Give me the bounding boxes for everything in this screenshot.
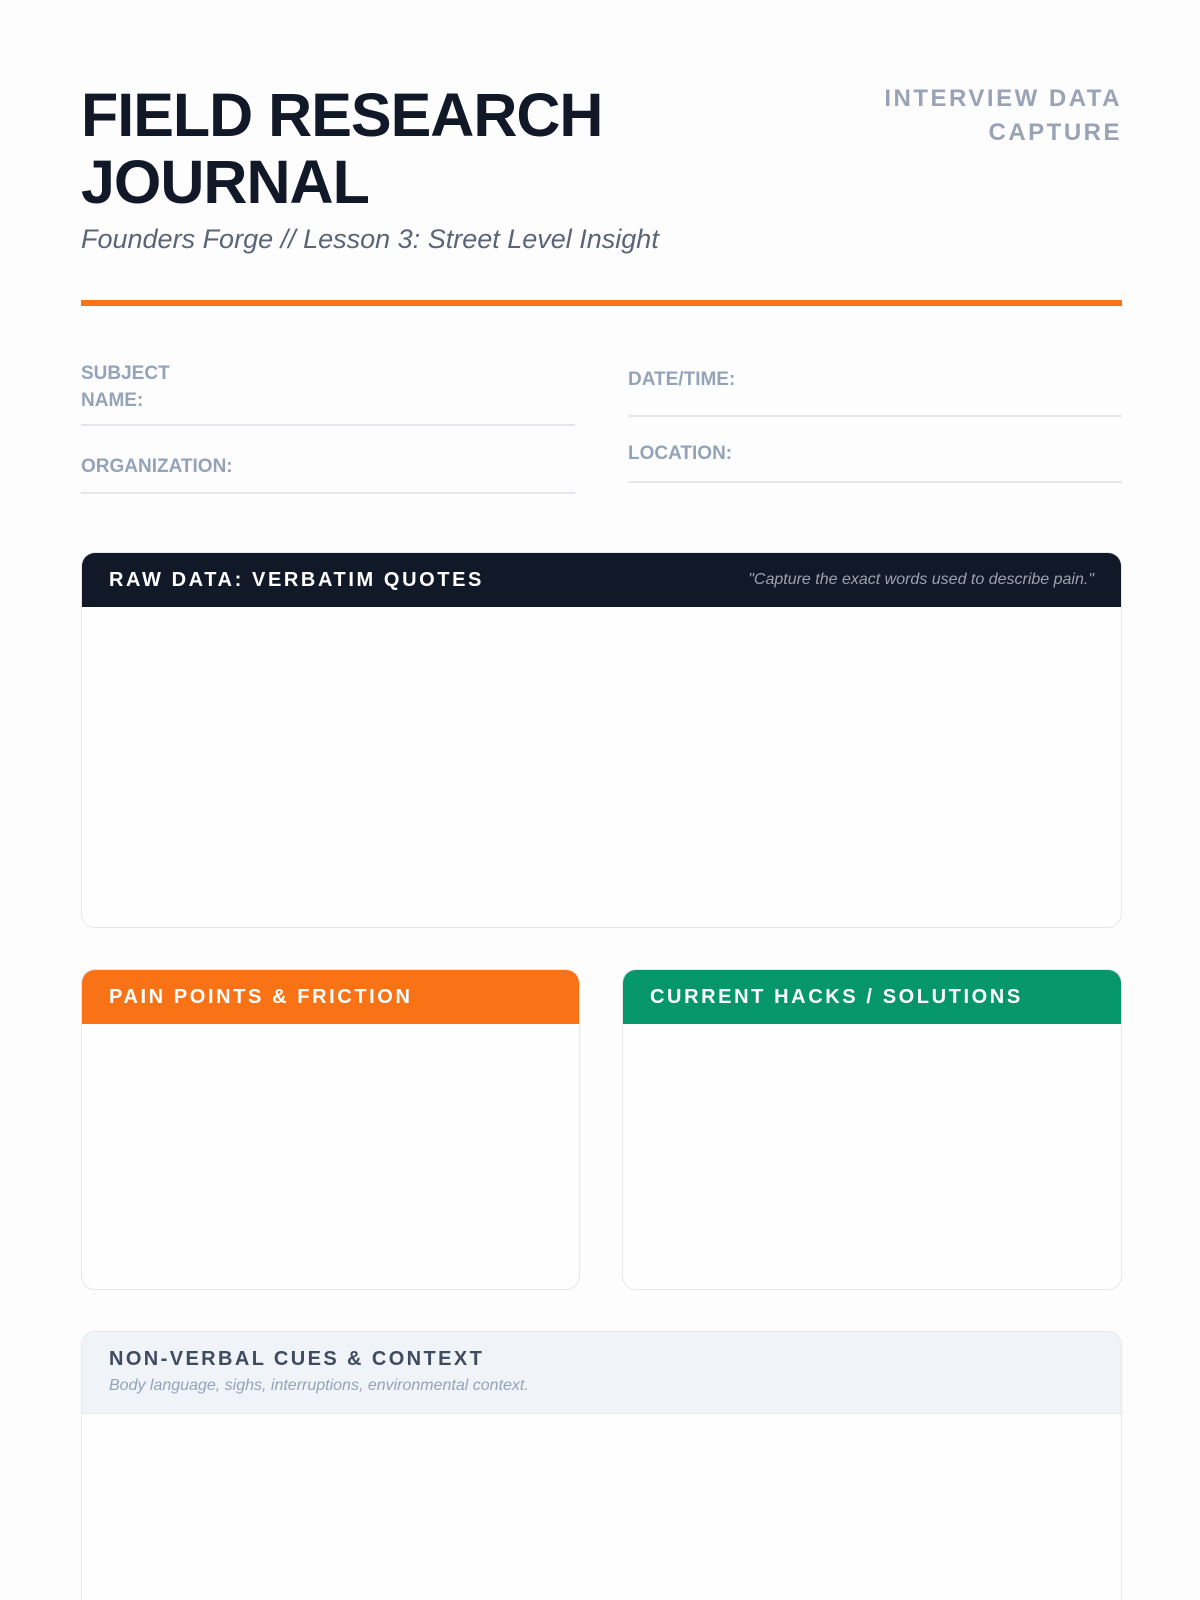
- page-title-line2: JOURNAL: [81, 148, 369, 216]
- pain-points-header: [82, 970, 579, 1024]
- document-type-line1: INTERVIEW DATA: [884, 85, 1122, 112]
- organization-label: ORGANIZATION:: [81, 456, 233, 477]
- non-verbal-title: NON-VERBAL CUES & CONTEXT: [109, 1348, 485, 1370]
- pain-points-writing-area[interactable]: [82, 1024, 579, 1289]
- document-type-line2: CAPTURE: [988, 119, 1122, 146]
- document-type-label: [842, 82, 1122, 150]
- current-hacks-header: [623, 970, 1121, 1024]
- organization-field[interactable]: [81, 453, 575, 494]
- date-time-label: DATE/TIME:: [628, 369, 736, 390]
- date-time-field[interactable]: [628, 366, 1122, 417]
- pain-points-section: [81, 969, 580, 1290]
- raw-data-title: RAW DATA: VERBATIM QUOTES: [109, 568, 484, 591]
- journal-page: [81, 0, 1122, 1600]
- raw-data-note: "Capture the exact words used to describe pain.": [748, 571, 1094, 588]
- non-verbal-header: [82, 1332, 1121, 1414]
- raw-data-writing-area[interactable]: [82, 607, 1121, 927]
- page-title: [81, 82, 721, 216]
- subject-name-field[interactable]: [81, 360, 575, 426]
- page-header: [81, 82, 1122, 262]
- location-label: LOCATION:: [628, 443, 733, 464]
- current-hacks-section: [622, 969, 1122, 1290]
- location-field[interactable]: [628, 440, 1122, 483]
- subject-name-label: SUBJECT NAME:: [81, 363, 170, 411]
- non-verbal-section: [81, 1331, 1122, 1600]
- page-title-line1: FIELD RESEARCH: [81, 81, 603, 149]
- header-divider: [81, 300, 1122, 306]
- raw-data-section: [81, 552, 1122, 928]
- pain-points-title: PAIN POINTS & FRICTION: [109, 985, 413, 1008]
- interview-fields: [81, 356, 1122, 496]
- current-hacks-writing-area[interactable]: [623, 1024, 1121, 1289]
- non-verbal-writing-area[interactable]: [82, 1414, 1121, 1600]
- page-subtitle: Founders Forge // Lesson 3: Street Level Insight: [81, 224, 659, 254]
- current-hacks-title: CURRENT HACKS / SOLUTIONS: [650, 985, 1023, 1008]
- non-verbal-subtitle: Body language, sighs, interruptions, environmental context.: [109, 1377, 529, 1394]
- raw-data-header: [82, 553, 1121, 607]
